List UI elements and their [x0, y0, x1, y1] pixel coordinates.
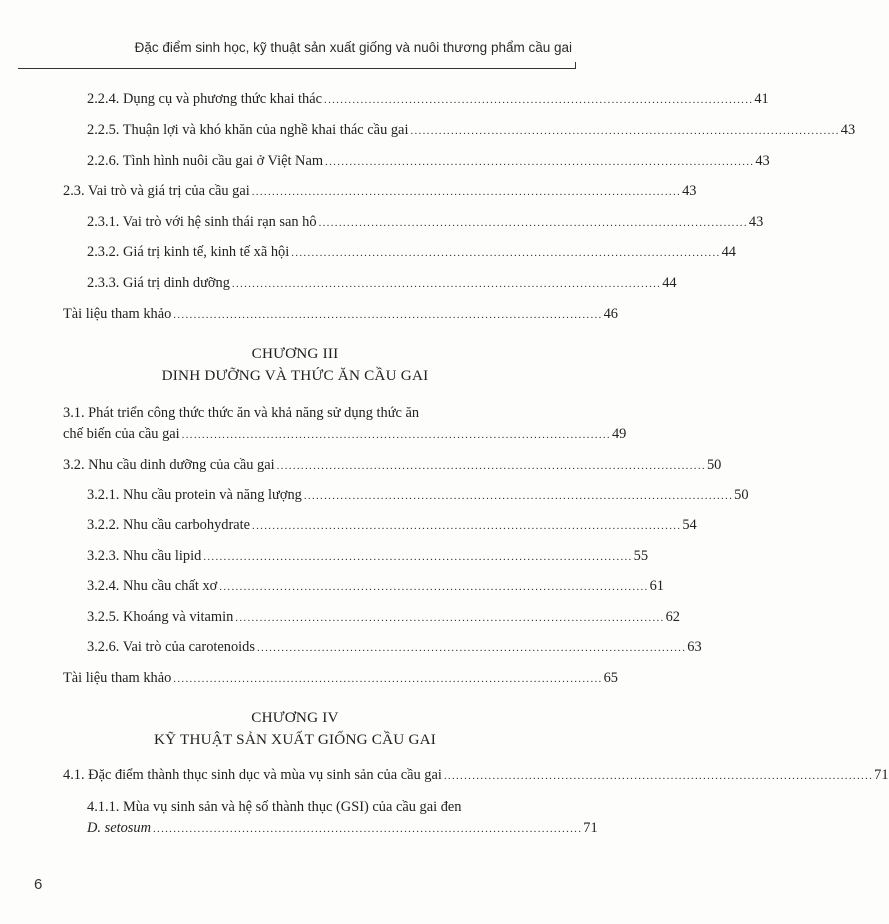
toc-entry[interactable] [87, 90, 769, 109]
toc-entry-page: 43 [748, 214, 764, 230]
toc-entry[interactable] [87, 243, 736, 262]
toc-entry-page: 41 [754, 91, 769, 107]
toc-entry-title: 2.3.2. Giá trị kinh tế, kinh tế xã hội [87, 244, 290, 260]
toc-entry-title-line1: 3.1. Phát triển công thức thức ăn và khả năng sử dụng thức ăn [63, 405, 420, 421]
toc-entry-title: 2.2.5. Thuận lợi và khó khăn của nghề khai thác cầu gai [87, 122, 409, 138]
dot-leader: .......................................................................................................... [256, 642, 687, 654]
dot-leader: .......................................................................................................... [173, 309, 603, 321]
toc-entry[interactable] [87, 577, 664, 596]
dot-leader: .......................................................................................................... [410, 125, 840, 137]
toc-entry-title: 2.3.1. Vai trò với hệ sinh thái rạn san hô [87, 214, 317, 230]
dot-leader: .......................................................................................................... [251, 186, 682, 198]
toc-entry-page: 46 [603, 306, 618, 322]
toc-entry-title: 2.3. Vai trò và giá trị của cầu gai [63, 183, 250, 199]
toc-entry-page: 43 [755, 153, 770, 169]
dot-leader: .......................................................................................................... [231, 278, 662, 290]
toc-entry[interactable] [63, 766, 889, 785]
dot-leader: .......................................................................................................... [181, 429, 611, 441]
dot-leader: .......................................................................................................... [203, 551, 633, 563]
toc-entry-page: 65 [603, 670, 618, 686]
toc-entry-page: 44 [721, 244, 736, 260]
toc-entry[interactable] [63, 182, 697, 201]
toc-entry-title: 2.2.6. Tình hình nuôi cầu gai ở Việt Nam [87, 153, 324, 169]
toc-entry-page: 50 [734, 487, 749, 503]
dot-leader: .......................................................................................................... [276, 460, 706, 472]
toc-entry-page: 50 [706, 457, 722, 473]
toc-entry[interactable] [87, 547, 649, 566]
toc-entry-title: D. setosum [87, 820, 151, 836]
toc-entry-page: 43 [682, 183, 697, 199]
toc-entry-page: 44 [662, 275, 677, 291]
chapter-number: CHƯƠNG III [251, 345, 339, 362]
toc-entry[interactable] [87, 274, 677, 293]
dot-leader: .......................................................................................................... [219, 581, 649, 593]
dot-leader: .......................................................................................................... [324, 94, 754, 106]
header-rule [18, 68, 576, 69]
toc-entry-title: chế biến của cầu gai [63, 426, 180, 442]
toc-entry-page: 71 [874, 767, 889, 783]
header-rule-corner [575, 62, 576, 68]
toc-entry[interactable] [63, 305, 618, 324]
toc-entry[interactable] [63, 456, 722, 475]
toc-entry[interactable] [87, 516, 697, 535]
page-number: 6 [34, 876, 43, 893]
toc-entry-title: Tài liệu tham khảo [63, 670, 172, 686]
toc-entry[interactable] [87, 152, 770, 171]
toc-entry-title-line1: 4.1.1. Mùa vụ sinh sản và hệ số thành thục (GSI) của cầu gai đen [87, 799, 462, 815]
toc-entry-page: 43 [840, 122, 856, 138]
running-header: Đặc điểm sinh học, kỹ thuật sản xuất giống và nuôi thương phẩm cầu gai [134, 40, 572, 55]
dot-leader: .......................................................................................................... [235, 612, 665, 624]
toc-entry[interactable] [87, 608, 680, 627]
toc-entry[interactable] [87, 121, 856, 140]
toc-entry[interactable] [63, 404, 627, 444]
dot-leader: .......................................................................................................... [252, 520, 682, 532]
chapter-title: DINH DƯỠNG VÀ THỨC ĂN CẦU GAI [161, 367, 429, 384]
toc-entry-page: 55 [633, 548, 649, 564]
toc-entry[interactable] [87, 486, 749, 505]
toc-entry-title: 3.2.5. Khoáng và vitamin [87, 609, 234, 625]
dot-leader: .......................................................................................................... [325, 156, 755, 168]
toc-entry-page: 61 [649, 578, 664, 594]
toc-entry[interactable] [87, 213, 764, 232]
toc-entry-title: 3.2.4. Nhu cầu chất xơ [87, 578, 218, 594]
toc-entry-title: 2.3.3. Giá trị dinh dưỡng [87, 275, 230, 291]
dot-leader: .......................................................................................................... [443, 770, 874, 782]
toc-entry-title: 3.2.3. Nhu cầu lipid [87, 548, 202, 564]
dot-leader: .......................................................................................................... [173, 673, 603, 685]
toc-entry-title: Tài liệu tham khảo [63, 306, 172, 322]
toc-entry-title: 3.2.2. Nhu cầu carbohydrate [87, 517, 251, 533]
dot-leader: .......................................................................................................... [152, 823, 583, 835]
toc-entry-title: 4.1. Đặc điểm thành thục sinh dục và mùa vụ sinh sản của cầu gai [63, 767, 442, 783]
toc-entry-title: 3.2. Nhu cầu dinh dưỡng của cầu gai [63, 457, 275, 473]
dot-leader: .......................................................................................................... [291, 247, 721, 259]
chapter-title: KỸ THUẬT SẢN XUẤT GIỐNG CẦU GAI [153, 731, 437, 748]
toc-entry-title: 2.2.4. Dụng cụ và phương thức khai thác [87, 91, 323, 107]
toc-entry[interactable] [87, 798, 598, 838]
toc-entry[interactable] [63, 669, 618, 688]
toc-entry-page: 71 [583, 820, 598, 836]
toc-entry-page: 63 [687, 639, 702, 655]
toc-entry-title: 3.2.1. Nhu cầu protein và năng lượng [87, 487, 302, 503]
toc-entry-title: 3.2.6. Vai trò của carotenoids [87, 639, 255, 655]
dot-leader: .......................................................................................................... [303, 490, 734, 502]
chapter-number: CHƯƠNG IV [251, 709, 339, 726]
dot-leader: .......................................................................................................... [318, 217, 748, 229]
toc-entry[interactable] [87, 638, 702, 657]
toc-entry-page: 49 [611, 426, 627, 442]
toc-entry-page: 62 [665, 609, 680, 625]
toc-entry-page: 54 [682, 517, 697, 533]
